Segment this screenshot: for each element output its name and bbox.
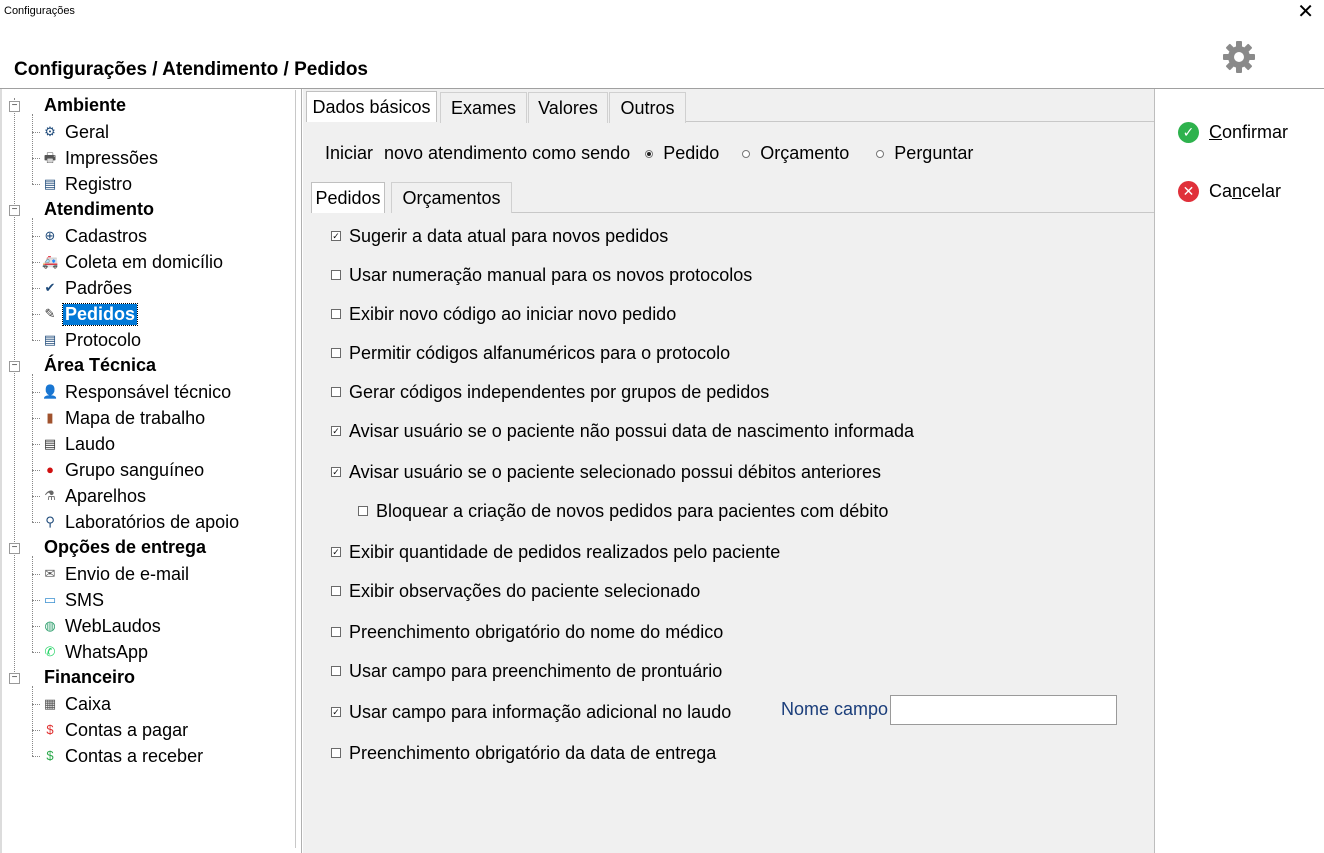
tree-expander[interactable]: − [9, 361, 20, 372]
radio-pedido[interactable]: Pedido [645, 143, 719, 164]
tree-item[interactable] [42, 407, 207, 429]
option-row[interactable] [331, 621, 723, 643]
check-circle-icon: ✓ [1178, 122, 1199, 143]
option-label: Usar numeração manual para os novos protocolos [349, 264, 753, 285]
tree-connector [32, 522, 40, 523]
tree-item[interactable] [42, 563, 191, 585]
window-title: Configurações [4, 5, 75, 17]
tree-connector [32, 314, 40, 315]
tree-connector [32, 756, 40, 757]
tree-item-label: WebLaudos [65, 615, 161, 636]
tree-item[interactable] [42, 719, 190, 741]
tree-item-label: Contas a pagar [65, 719, 189, 740]
option-row[interactable] [358, 500, 888, 522]
option-row[interactable] [331, 541, 780, 563]
blood-drop-icon: ● [46, 462, 54, 477]
tree-item-label: Envio de e-mail [65, 563, 190, 584]
nome-campo-input[interactable] [890, 695, 1117, 725]
right-separator [1154, 89, 1155, 853]
tree-connector [32, 158, 40, 159]
tree-item[interactable] [42, 615, 163, 637]
tree-item-label: Coleta em domicílio [65, 251, 224, 272]
option-label: Exibir observações do paciente selecionado [349, 580, 701, 601]
tree-connector [32, 340, 40, 341]
microscope-icon: ⚲ [45, 514, 55, 529]
device-icon: ⚗ [44, 488, 56, 503]
radio-perguntar-circle[interactable] [876, 150, 884, 158]
option-checkbox[interactable] [358, 506, 368, 516]
option-checkbox[interactable] [331, 270, 341, 280]
tree-root-guide [14, 98, 15, 678]
plus-circle-icon: ⊕ [44, 228, 56, 243]
tree-expander[interactable]: − [9, 101, 20, 112]
tree-item[interactable] [42, 147, 160, 169]
tree-item-label: Impressões [65, 147, 159, 168]
tree-connector [32, 132, 40, 133]
tree-item-label: Caixa [65, 693, 112, 714]
tree-item[interactable] [42, 641, 150, 663]
tree-item[interactable] [42, 745, 205, 767]
globe-icon: ◍ [44, 618, 56, 633]
tree-item[interactable] [42, 433, 117, 455]
tree-connector [32, 236, 40, 237]
tree-group-3[interactable]: Opções de entrega [44, 537, 207, 557]
tree-item[interactable] [42, 173, 134, 195]
subtab-1[interactable]: Orçamentos [391, 182, 512, 213]
option-checkbox[interactable] [331, 348, 341, 358]
option-label: Permitir códigos alfanuméricos para o protocolo [349, 342, 731, 363]
tree-item-label: Registro [65, 173, 133, 194]
tab-2[interactable]: Valores [528, 92, 608, 123]
close-circle-icon: ✕ [1178, 181, 1199, 202]
option-label: Avisar usuário se o paciente não possui data de nascimento informada [349, 420, 915, 441]
tree-guide [32, 374, 33, 522]
option-label: Bloquear a criação de novos pedidos para pacientes com débito [376, 500, 889, 521]
tree-item-label: Laboratórios de apoio [65, 511, 240, 532]
start-mode-row [325, 143, 973, 164]
book-icon: ▮ [46, 410, 54, 425]
tree-item-label: Padrões [65, 277, 133, 298]
dollar-red-icon: $ [46, 722, 54, 737]
tree-expander[interactable]: − [9, 673, 20, 684]
tree-connector [32, 262, 40, 263]
tree-item[interactable] [42, 459, 206, 481]
cancel-button[interactable] [1178, 181, 1281, 202]
tree-connector [32, 392, 40, 393]
tree-item[interactable] [42, 511, 241, 533]
tree-connector [32, 470, 40, 471]
tree-connector [32, 600, 40, 601]
tree-item-label: Protocolo [65, 329, 142, 350]
document-icon: ▤ [43, 332, 57, 347]
tab-0[interactable]: Dados básicos [306, 91, 437, 122]
option-checkbox[interactable] [331, 586, 341, 596]
option-label: Preenchimento obrigatório da data de entrega [349, 742, 717, 763]
tree-item[interactable] [42, 121, 111, 143]
option-checkbox[interactable]: ✓ [332, 231, 340, 241]
tree-item-label: Cadastros [65, 225, 148, 246]
tree-item-label: Laudo [65, 433, 116, 454]
tree-connector [32, 626, 40, 627]
gear-icon[interactable] [1222, 40, 1256, 74]
nome-campo-label: Nome campo [781, 699, 889, 719]
tree-connector [32, 704, 40, 705]
start-label: Iniciar [325, 143, 374, 163]
close-icon[interactable]: ✕ [1297, 1, 1314, 23]
option-checkbox[interactable]: ✓ [332, 547, 340, 557]
tab-1[interactable]: Exames [440, 92, 527, 123]
tree-item[interactable] [42, 485, 148, 507]
edit-document-icon: ✎ [44, 306, 56, 321]
option-row[interactable] [331, 264, 752, 286]
tab-3[interactable]: Outros [609, 92, 686, 123]
whatsapp-icon: ✆ [44, 644, 56, 659]
option-row[interactable] [331, 225, 668, 247]
tree-item-label: Pedidos [65, 303, 136, 324]
option-checkbox[interactable] [331, 387, 341, 397]
option-checkbox[interactable]: ✓ [332, 707, 340, 717]
tree-item[interactable] [42, 303, 137, 325]
option-checkbox[interactable]: ✓ [332, 426, 340, 436]
tree-item-label: Contas a receber [65, 745, 204, 766]
option-checkbox[interactable] [331, 627, 341, 637]
tree-item-label: SMS [65, 589, 105, 610]
radio-perguntar[interactable]: Perguntar [876, 143, 973, 164]
option-row[interactable] [331, 742, 716, 764]
radio-orcamento-circle[interactable] [742, 150, 750, 158]
tree-connector [32, 444, 40, 445]
tree-group-0[interactable]: Ambiente [44, 95, 127, 115]
sms-icon: ▭ [43, 592, 57, 607]
option-label: Usar campo para informação adicional no laudo [349, 701, 732, 722]
option-label: Exibir quantidade de pedidos realizados pelo paciente [349, 541, 781, 562]
option-checkbox[interactable] [331, 309, 341, 319]
option-label: Exibir novo código ao iniciar novo pedido [349, 303, 677, 324]
option-label: Gerar códigos independentes por grupos de pedidos [349, 381, 770, 402]
tree-group-2[interactable]: Área Técnica [44, 355, 157, 375]
tab-strip-line [686, 121, 1154, 122]
tree-guide [32, 556, 33, 652]
option-row[interactable] [331, 381, 769, 403]
person-icon: 👤 [42, 384, 59, 399]
option-row[interactable] [331, 303, 676, 325]
option-row[interactable] [331, 342, 730, 364]
cancel-label: Cancelar [1209, 181, 1282, 201]
tree-item[interactable] [42, 225, 149, 247]
check-circle-icon: ✔ [44, 280, 56, 295]
option-row[interactable] [331, 580, 700, 602]
tree-connector [32, 418, 40, 419]
tree-guide [32, 114, 33, 184]
start-sublabel: novo atendimento como sendo [384, 143, 631, 163]
tree-item-label: Mapa de trabalho [65, 407, 206, 428]
confirm-label: Confirmar [1209, 122, 1289, 142]
page-title: Configurações / Atendimento / Pedidos [14, 59, 368, 80]
tree-expander[interactable]: − [9, 205, 20, 216]
option-row[interactable] [331, 701, 731, 723]
tree-group-1[interactable]: Atendimento [44, 199, 154, 219]
tree-expander[interactable]: − [9, 543, 20, 554]
tree-connector [32, 652, 40, 653]
document-icon: ▤ [43, 176, 57, 191]
option-label: Preenchimento obrigatório do nome do médico [349, 621, 724, 642]
radio-pedido-circle[interactable] [645, 150, 653, 158]
tree-item-label: Geral [65, 121, 110, 142]
tree-item[interactable] [42, 381, 233, 403]
tree-connector [32, 730, 40, 731]
option-label: Sugerir a data atual para novos pedidos [349, 225, 669, 246]
tree-item-label: Responsável técnico [65, 381, 232, 402]
tree-connector [32, 184, 40, 185]
option-label: Avisar usuário se o paciente selecionado possui débitos anteriores [349, 461, 881, 482]
settings-tree [2, 90, 296, 848]
dollar-green-icon: $ [46, 748, 54, 763]
subtab-0[interactable]: Pedidos [311, 182, 385, 213]
tree-connector [32, 288, 40, 289]
tree-guide [32, 218, 33, 340]
option-row[interactable] [331, 461, 881, 483]
radio-orcamento[interactable]: Orçamento [742, 143, 849, 164]
tree-group-4[interactable]: Financeiro [44, 667, 136, 687]
printer-icon: 🖶 [43, 150, 57, 165]
option-checkbox[interactable] [331, 666, 341, 676]
tree-item[interactable] [42, 693, 113, 715]
option-checkbox[interactable]: ✓ [332, 467, 340, 477]
option-checkbox[interactable] [331, 748, 341, 758]
gear-icon: ⚙ [44, 124, 56, 139]
confirm-button[interactable] [1178, 122, 1288, 143]
subtab-strip-line [512, 212, 1154, 213]
tree-item[interactable] [42, 251, 225, 273]
tree-item[interactable] [42, 277, 134, 299]
report-icon: ▤ [43, 436, 57, 451]
tree-item-label: WhatsApp [65, 641, 149, 662]
option-row[interactable] [331, 660, 722, 682]
tree-item[interactable] [42, 329, 143, 351]
tree-guide [32, 686, 33, 756]
tree-item[interactable] [42, 589, 106, 611]
mail-icon: ✉ [44, 566, 56, 581]
option-label: Usar campo para preenchimento de prontuário [349, 660, 723, 681]
tree-connector [32, 496, 40, 497]
tree-item-label: Aparelhos [65, 485, 147, 506]
ambulance-icon: 🚑 [42, 254, 59, 269]
option-row[interactable] [331, 420, 914, 442]
cash-register-icon: ▦ [43, 696, 57, 711]
tree-item-label: Grupo sanguíneo [65, 459, 205, 480]
tree-connector [32, 574, 40, 575]
